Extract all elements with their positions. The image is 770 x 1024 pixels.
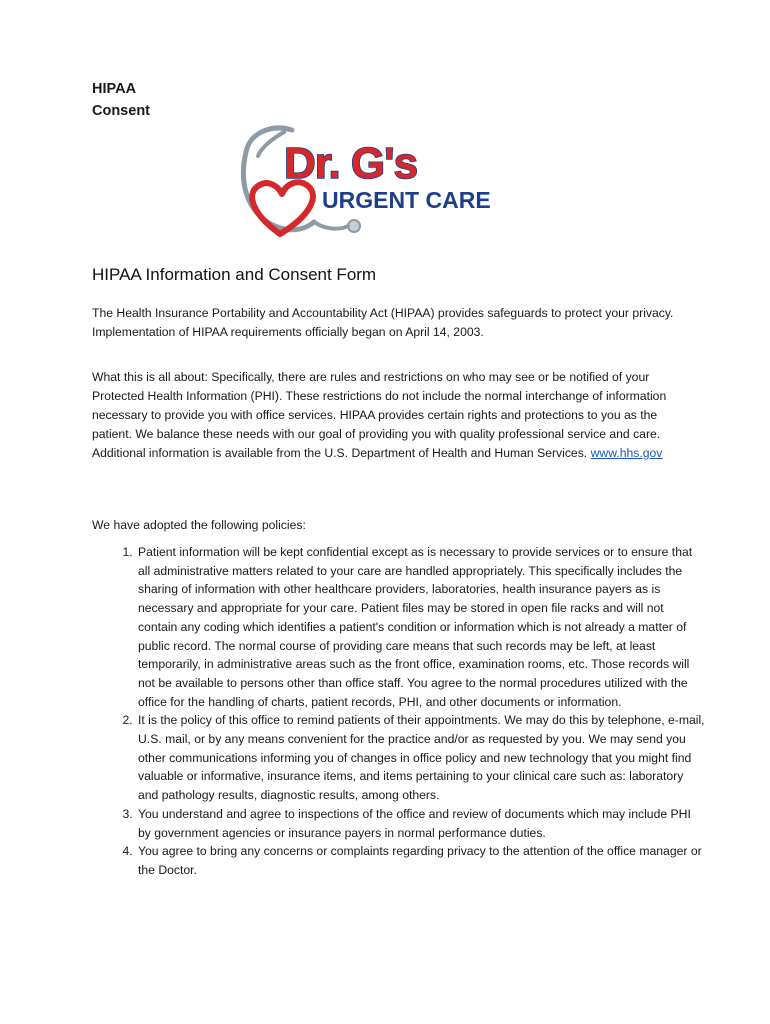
policies-list xyxy=(92,543,706,880)
stethoscope-earpiece xyxy=(258,132,284,156)
dr-gs-urgent-care-logo xyxy=(222,122,532,242)
logo-text-line2: URGENT CARE xyxy=(322,187,491,213)
logo-text-line1: Dr. G's xyxy=(284,139,418,188)
header-title-line1: HIPAA xyxy=(92,81,137,97)
about-paragraph xyxy=(92,368,692,463)
policy-item: 4. You agree to bring any concerns or complaints regarding privacy to the attention of the office manager or the Doctor. xyxy=(136,842,706,879)
hhs-link[interactable]: www.hhs.gov xyxy=(590,446,663,460)
intro-paragraph: The Health Insurance Portability and Accountability Act (HIPAA) provides safeguards to protect your privacy. Implementation of HIPAA requirements officially began on April 14, 2003. xyxy=(92,306,674,339)
policy-item: 2. It is the policy of this office to remind patients of their appointments. We may do this by telephone, e-mail, U.S. mail, or by any means convenient for the practice and/or as requested by you. We may send you other communications informing you of changes in office policy and new technology that you might find valuable or informative, insurance items, and items pertaining to your clinical care such as: laboratory and pathology results, diagnostic results, among others. xyxy=(136,711,706,805)
header-title-line2: Consent xyxy=(92,103,150,119)
about-text: What this is all about: Specifically, there are rules and restrictions on who may see or be notified of your Protected Health Information (PHI). These restrictions do not include the normal interchange of information necessary to provide you with office services. HIPAA provides certain rights and protections to you as the patient. We balance these needs with our goal of providing you with quality professional service and care. Additional information is available from the U.S. Department of Health and Human Services. xyxy=(92,370,667,460)
policies-heading: We have adopted the following policies: xyxy=(92,518,306,532)
policy-item: 3. You understand and agree to inspections of the office and review of documents which may include PHI by government agencies or insurance payers in normal performance duties. xyxy=(136,805,706,842)
form-title: HIPAA Information and Consent Form xyxy=(92,265,377,284)
header-title xyxy=(92,78,150,122)
policy-item: 1. Patient information will be kept confidential except as is necessary to provide services or to ensure that all administrative matters related to your care are handled appropriately. This specifically includes the sharing of information with other healthcare providers, laboratories, health insurance payers as is necessary and appropriate for your care. Patient files may be stored in open file racks and will not contain any coding which identifies a patient's condition or information which is not already a matter of public record. The normal course of providing care means that such records may be left, at least temporarily, in administrative areas such as the front office, examination rooms, etc. Those records will not be available to persons other than office staff. You agree to the normal procedures utilized with the office for the handling of charts, patient records, PHI, and other documents or information. xyxy=(136,543,706,711)
